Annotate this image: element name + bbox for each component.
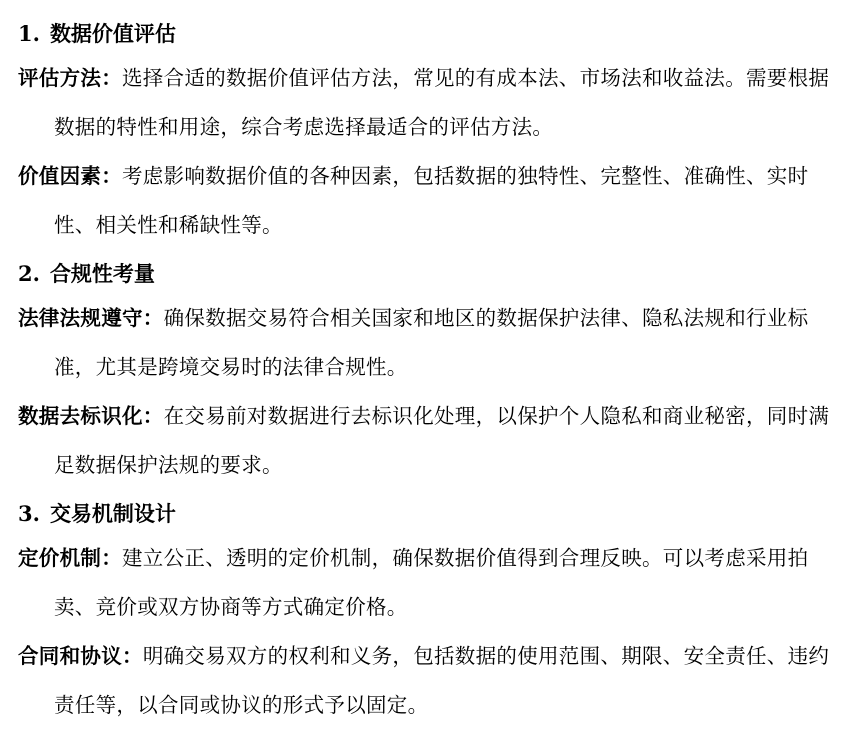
term-text: 选择合适的数据价值评估方法，常见的有成本法、市场法和收益法。需要根据数据的特性和用途，综合考虑选择最适合的评估方法。	[54, 66, 830, 139]
term-label: 数据去标识化：	[18, 404, 164, 428]
paragraph-contracts	[18, 632, 841, 730]
term-label: 法律法规遵守：	[18, 306, 164, 330]
section-number: 3.	[18, 501, 40, 526]
section-heading-1	[18, 14, 841, 54]
section-number: 2.	[18, 261, 40, 286]
section-number: 1.	[18, 21, 40, 46]
term-text: 建立公正、透明的定价机制，确保数据价值得到合理反映。可以考虑采用拍卖、竞价或双方协商等方式确定价格。	[54, 546, 809, 619]
section-title: 交易机制设计	[49, 502, 176, 526]
term-label: 合同和协议：	[18, 644, 143, 668]
paragraph-pricing-mechanism	[18, 534, 841, 632]
paragraph-evaluation-method	[18, 54, 841, 152]
paragraph-value-factors	[18, 152, 841, 250]
section-title: 合规性考量	[49, 262, 155, 286]
term-label: 价值因素：	[18, 164, 122, 188]
term-text: 考虑影响数据价值的各种因素，包括数据的独特性、完整性、准确性、实时性、相关性和稀缺性等。	[54, 164, 809, 237]
term-text: 确保数据交易符合相关国家和地区的数据保护法律、隐私法规和行业标准，尤其是跨境交易时的法律合规性。	[54, 306, 809, 379]
section-heading-3	[18, 494, 841, 534]
paragraph-legal-compliance	[18, 294, 841, 392]
term-text: 明确交易双方的权利和义务，包括数据的使用范围、期限、安全责任、违约责任等，以合同或协议的形式予以固定。	[54, 644, 830, 717]
section-heading-2	[18, 254, 841, 294]
term-label: 定价机制：	[18, 546, 122, 570]
paragraph-deidentification	[18, 392, 841, 490]
section-title: 数据价值评估	[49, 22, 176, 46]
term-label: 评估方法：	[18, 66, 122, 90]
term-text: 在交易前对数据进行去标识化处理，以保护个人隐私和商业秘密，同时满足数据保护法规的要求。	[54, 404, 830, 477]
